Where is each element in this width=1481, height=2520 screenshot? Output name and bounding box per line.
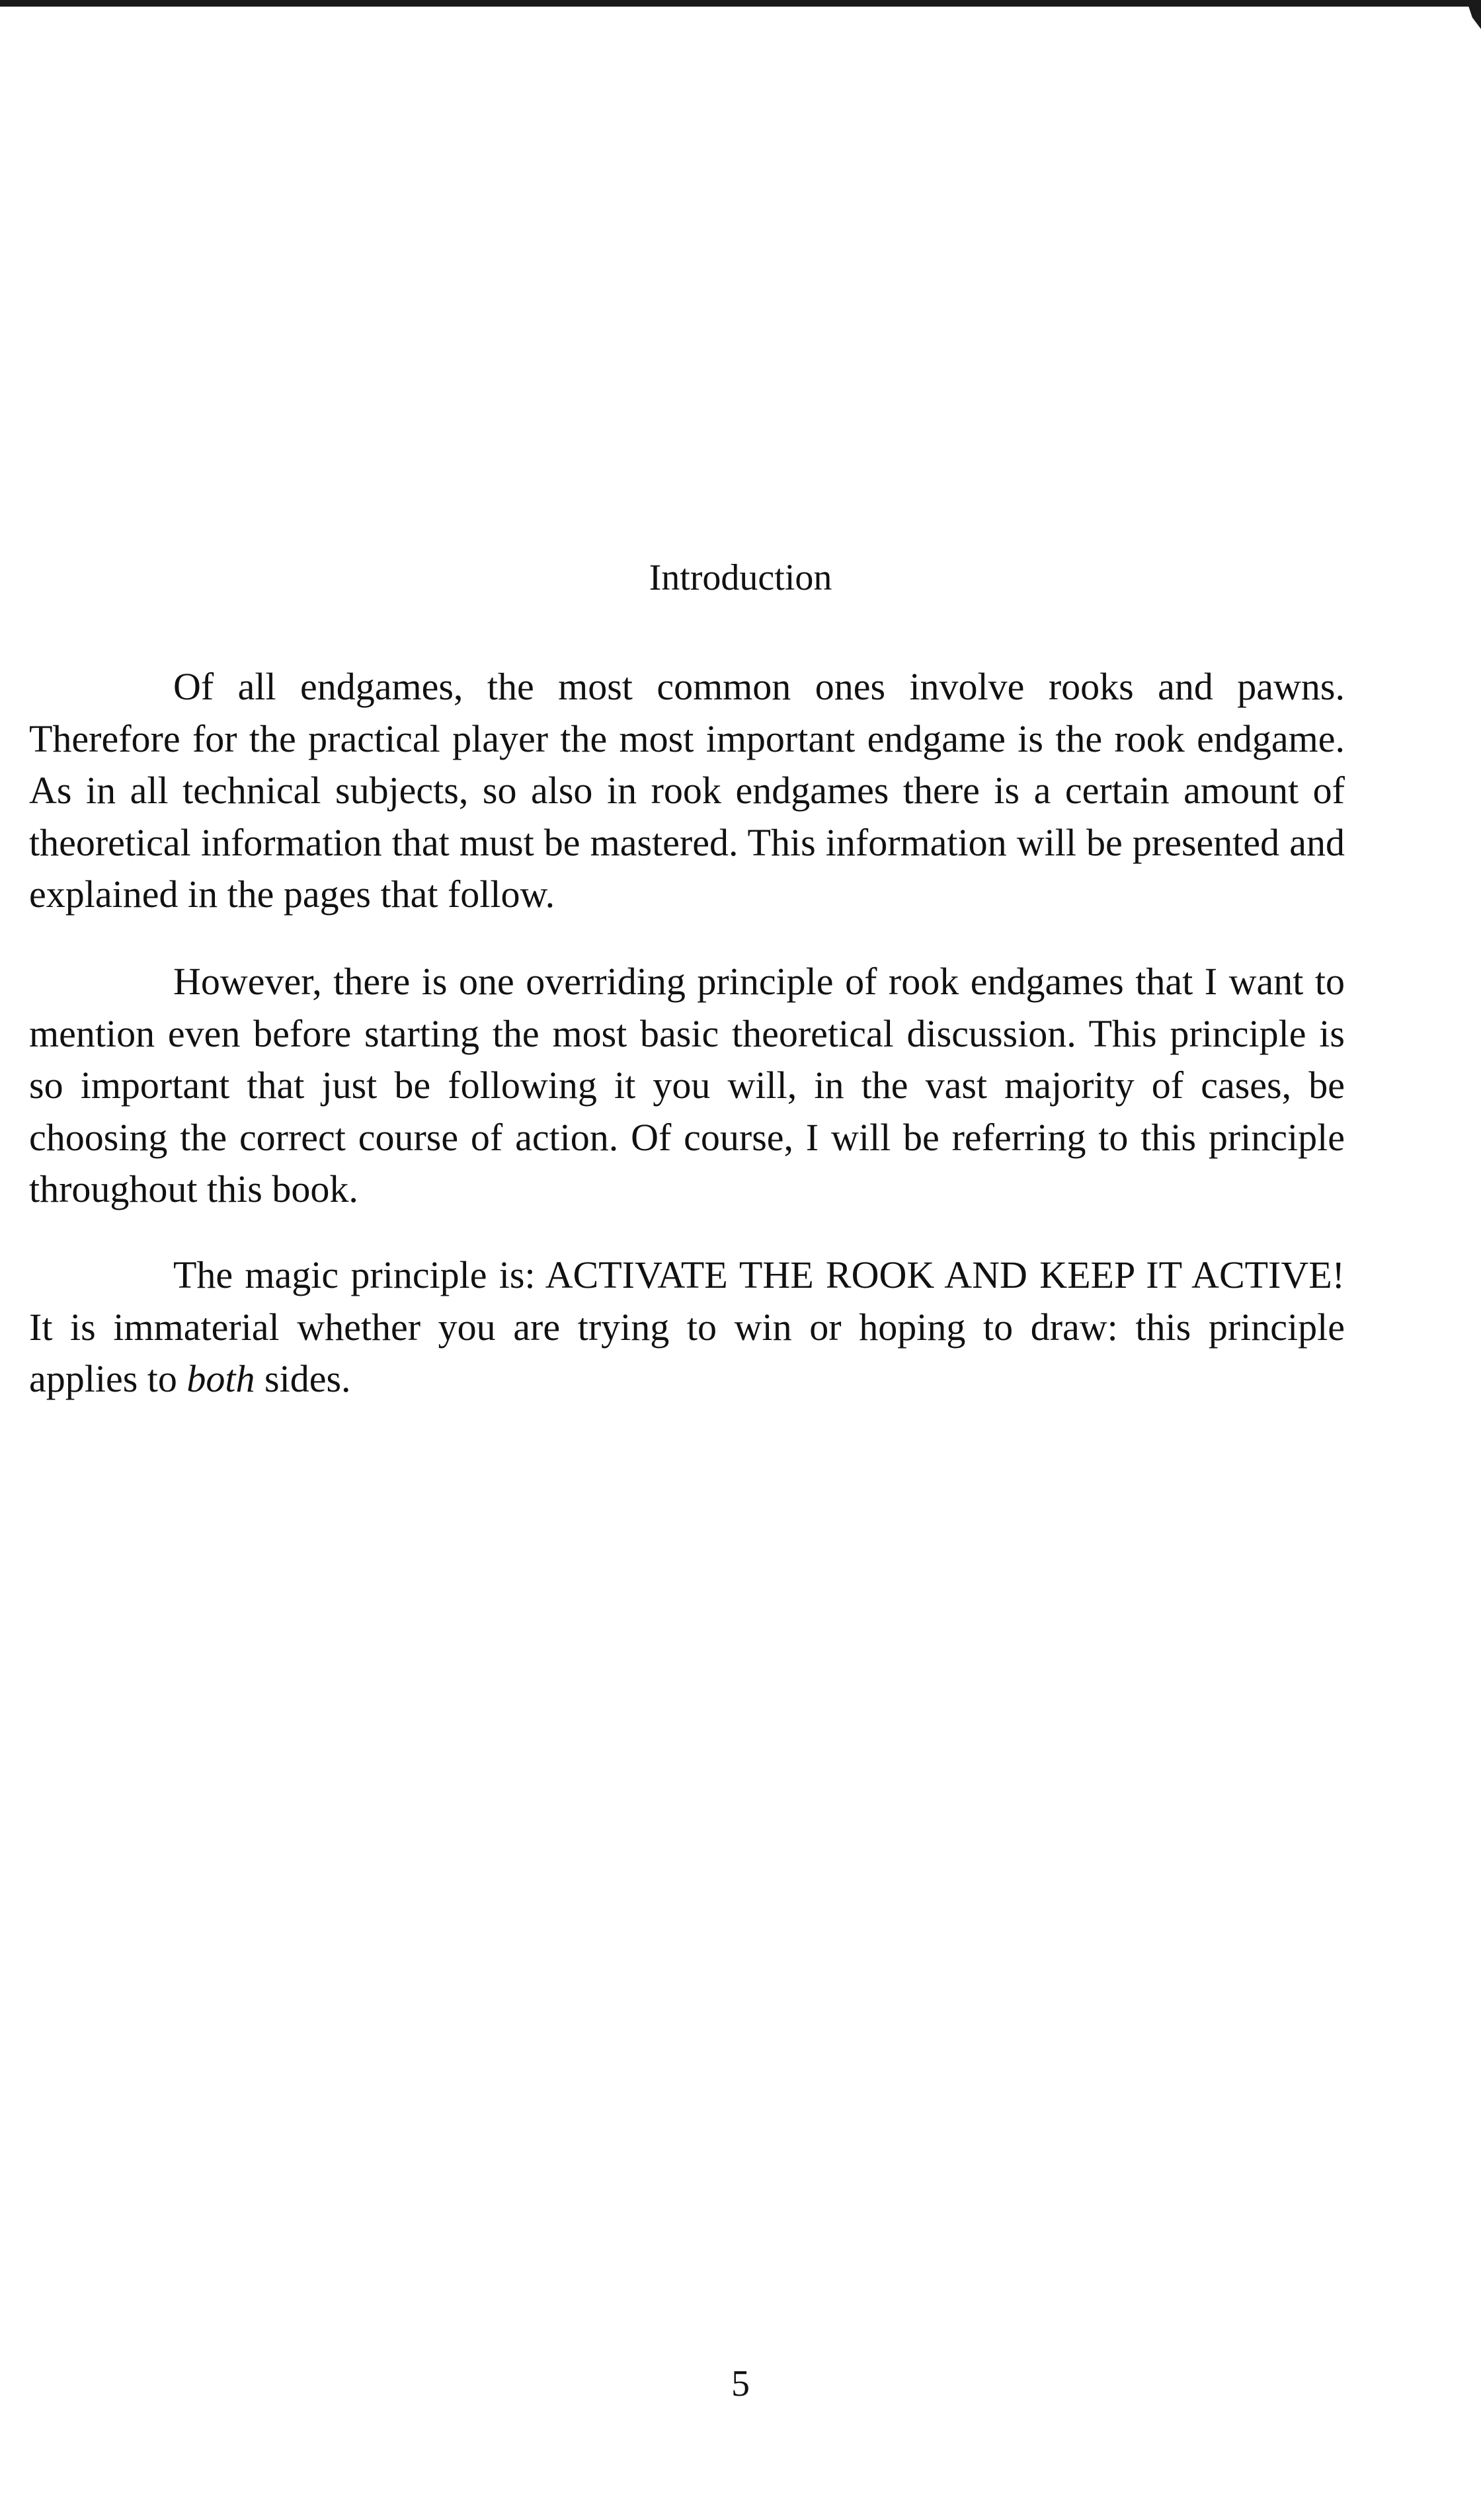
paragraph-3-text: The magic principle is: ACTIVATE THE ROOK AND KEEP IT ACTIVE! It is immaterial whether you are trying to win or hoping to draw: this principle applies to	[29, 1253, 1345, 1400]
paragraph-2: However, there is one overriding principle of rook endgames that I want to mention even before starting the most basic theoretical discussion. This principle is so important that just be following it you will, in the vast majority of cases, be choosing the correct course of action. Of course, I will be referring to this principle throughout this book.	[29, 960, 1345, 1210]
emphasis-both: both	[186, 1357, 255, 1400]
top-scan-border	[0, 0, 1481, 7]
paragraph-3	[29, 1249, 1345, 1405]
page-title: Introduction	[649, 557, 832, 598]
page-number: 5	[731, 2363, 750, 2404]
paragraph-3-ending: sides.	[255, 1357, 351, 1400]
paragraph-1: Of all endgames, the most common ones involve rooks and pawns. Therefore for the practical player the most important endgame is the rook endgame. As in all technical subjects, so also in rook endgames there is a certain amount of theoretical information that must be mastered. This information will be presented and explained in the pages that follow.	[29, 665, 1345, 916]
corner-scan-mark	[1466, 0, 1481, 29]
